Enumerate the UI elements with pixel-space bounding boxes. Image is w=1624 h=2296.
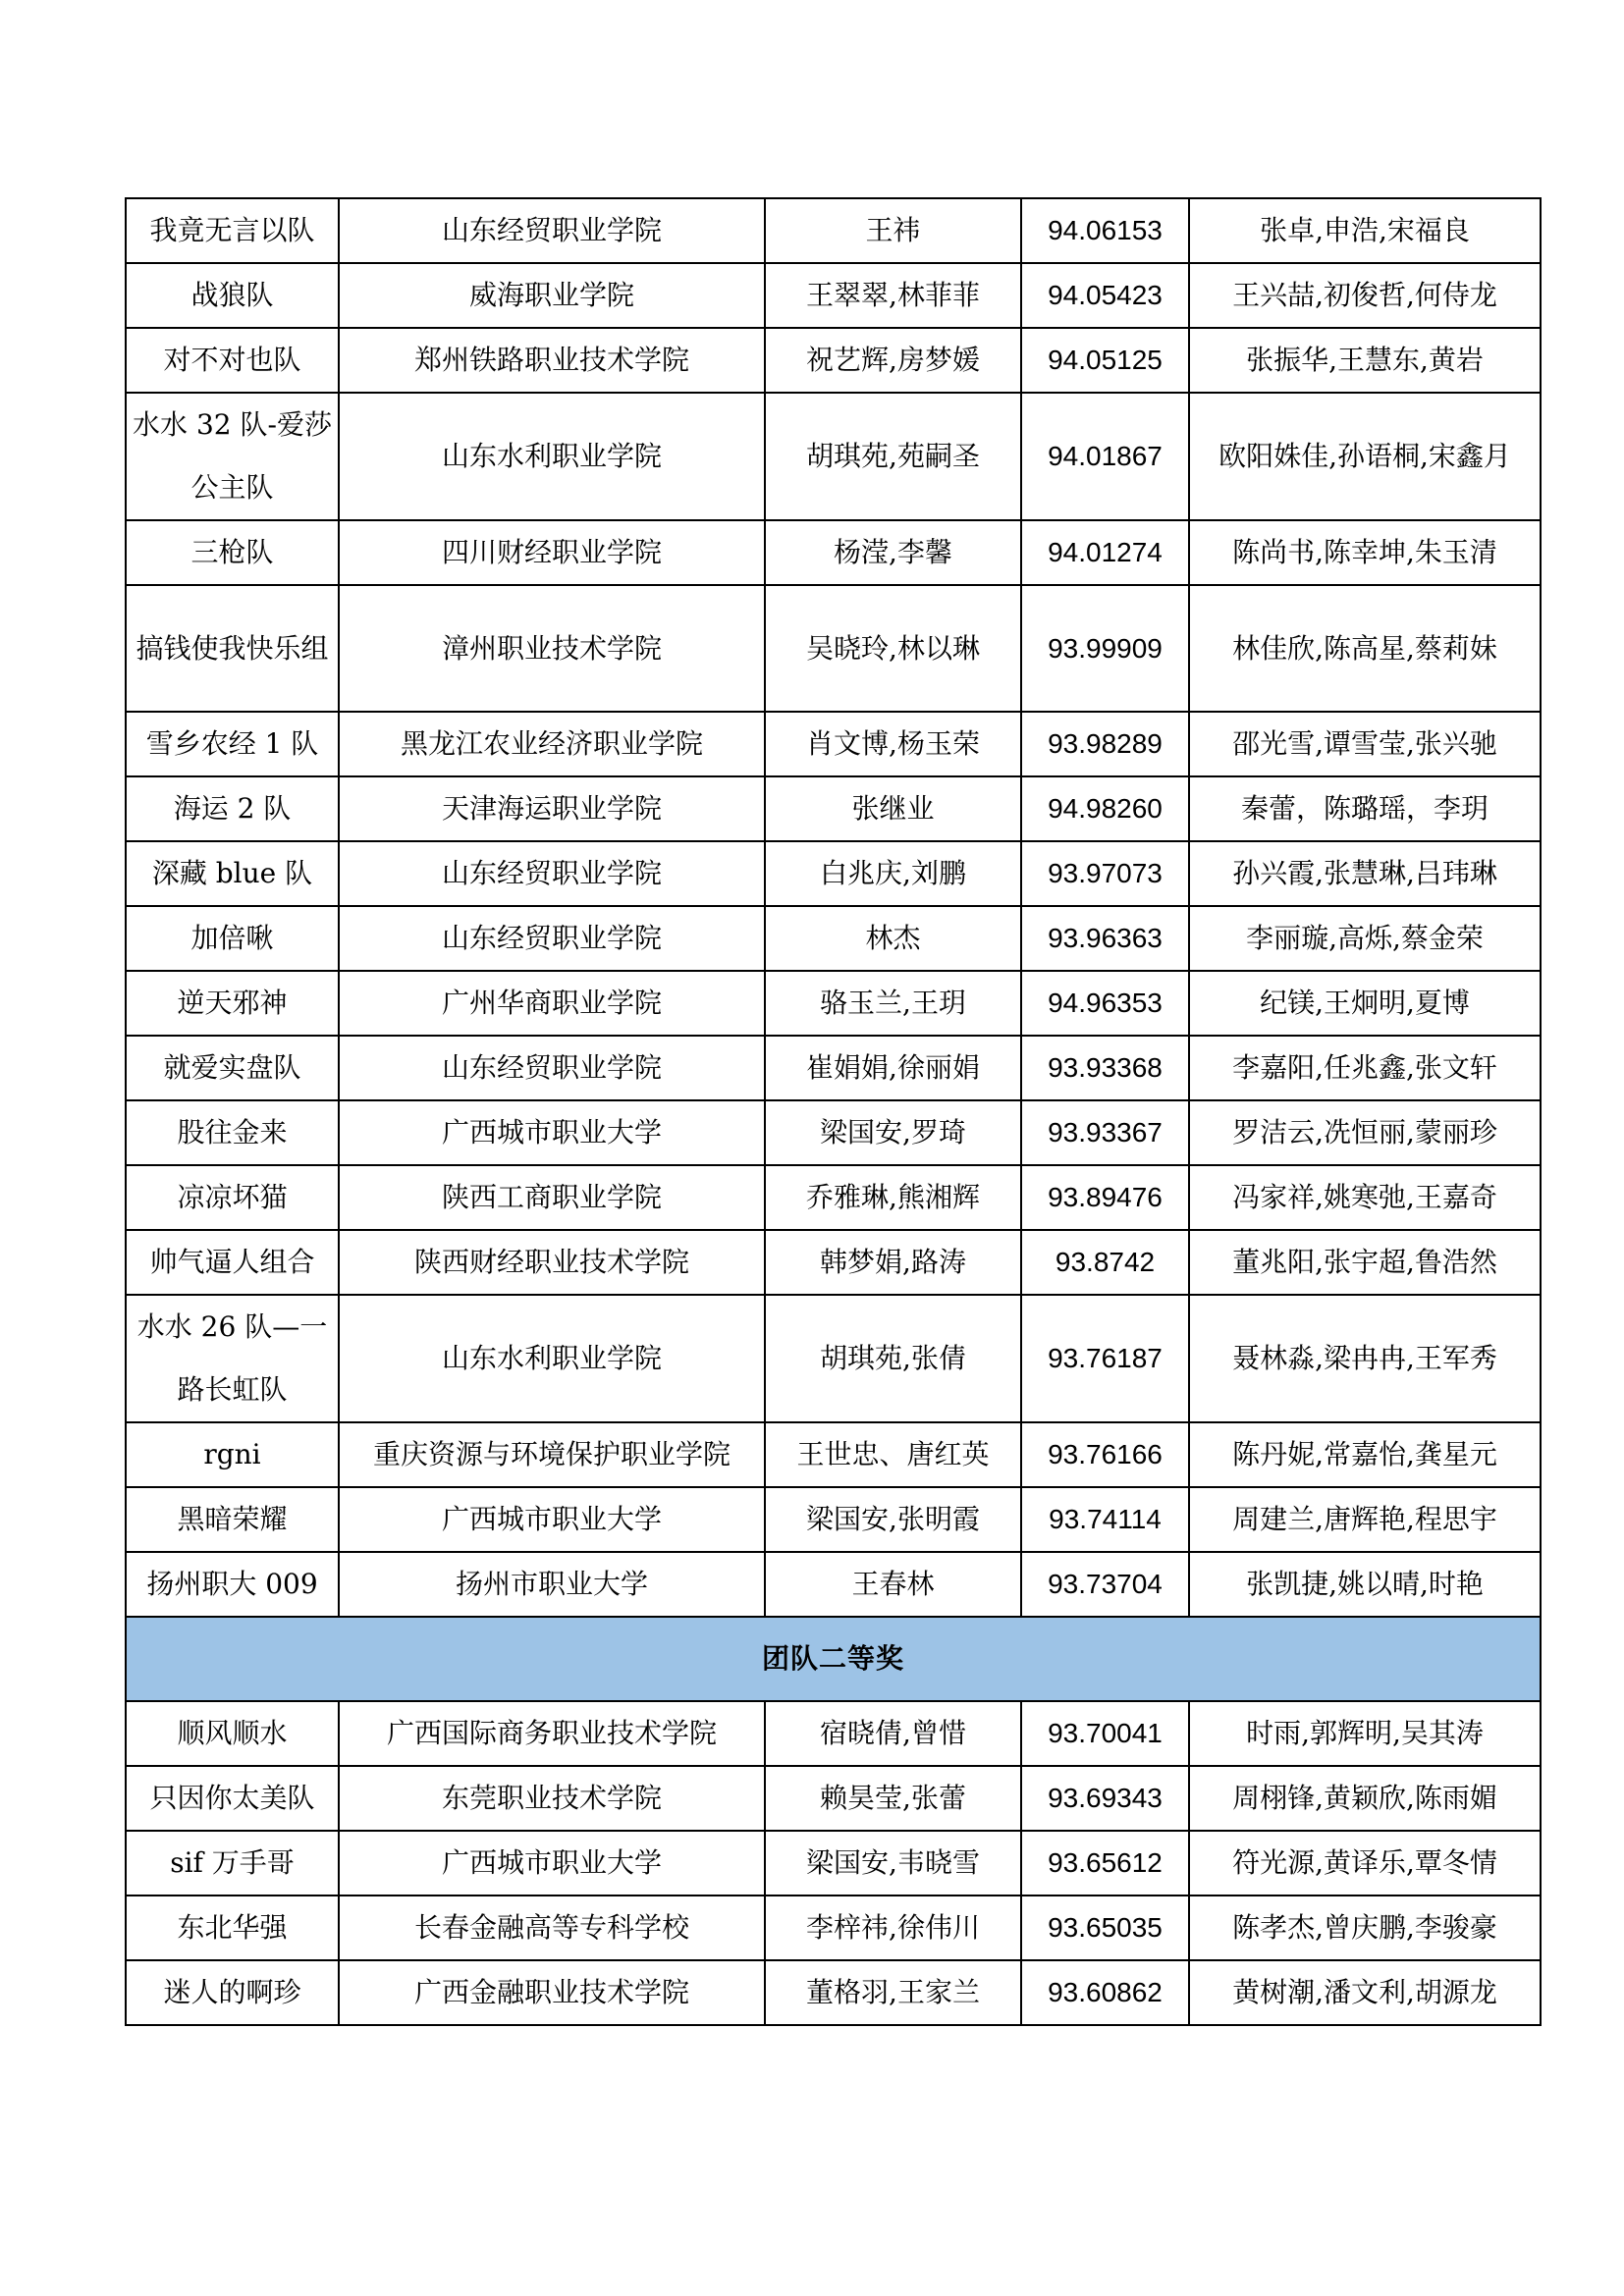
members-cell: 纪镁,王炯明,夏博 (1189, 971, 1541, 1036)
members-cell: 李嘉阳,任兆鑫,张文轩 (1189, 1036, 1541, 1100)
table-row (126, 263, 1541, 328)
table-row (126, 393, 1541, 520)
members-cell: 冯家祥,姚寒弛,王嘉奇 (1189, 1165, 1541, 1230)
team-name-cell: 水水 26 队—一路长虹队 (126, 1295, 339, 1422)
score-cell: 93.74114 (1021, 1487, 1189, 1552)
advisor-cell: 胡琪苑,苑嗣圣 (765, 393, 1021, 520)
advisor-cell: 李梓祎,徐伟川 (765, 1896, 1021, 1960)
team-name-cell: rgni (126, 1422, 339, 1487)
table-row (126, 712, 1541, 776)
table-row (126, 1960, 1541, 2025)
advisor-cell: 梁国安,张明霞 (765, 1487, 1021, 1552)
score-cell: 93.93367 (1021, 1100, 1189, 1165)
advisor-cell: 张继业 (765, 776, 1021, 841)
awards-table-body-top (126, 198, 1541, 1617)
team-name-cell: 海运 2 队 (126, 776, 339, 841)
advisor-cell: 王翠翠,林菲菲 (765, 263, 1021, 328)
members-cell: 张凯捷,姚以晴,时艳 (1189, 1552, 1541, 1617)
team-name-cell: 雪乡农经 1 队 (126, 712, 339, 776)
members-cell: 董兆阳,张宇超,鲁浩然 (1189, 1230, 1541, 1295)
school-cell: 广西城市职业大学 (339, 1831, 765, 1896)
members-cell: 符光源,黄译乐,覃冬情 (1189, 1831, 1541, 1896)
table-row (126, 776, 1541, 841)
section-header-row (126, 1617, 1541, 1701)
advisor-cell: 王祎 (765, 198, 1021, 263)
awards-table (125, 197, 1542, 2026)
advisor-cell: 肖文博,杨玉荣 (765, 712, 1021, 776)
advisor-cell: 王春林 (765, 1552, 1021, 1617)
members-cell: 陈丹妮,常嘉怡,龚星元 (1189, 1422, 1541, 1487)
table-row (126, 1831, 1541, 1896)
school-cell: 重庆资源与环境保护职业学院 (339, 1422, 765, 1487)
team-name-cell: 对不对也队 (126, 328, 339, 393)
section-header-group (126, 1617, 1541, 1701)
team-name-cell: 搞钱使我快乐组 (126, 585, 339, 712)
school-cell: 四川财经职业学院 (339, 520, 765, 585)
team-name-cell: sif 万手哥 (126, 1831, 339, 1896)
score-cell: 93.70041 (1021, 1701, 1189, 1766)
members-cell: 聂林淼,梁冉冉,王军秀 (1189, 1295, 1541, 1422)
score-cell: 93.65035 (1021, 1896, 1189, 1960)
score-cell: 94.01867 (1021, 393, 1189, 520)
team-name-cell: 三枪队 (126, 520, 339, 585)
school-cell: 陕西财经职业技术学院 (339, 1230, 765, 1295)
team-name-cell: 深藏 blue 队 (126, 841, 339, 906)
advisor-cell: 骆玉兰,王玥 (765, 971, 1021, 1036)
score-cell: 93.96363 (1021, 906, 1189, 971)
school-cell: 山东水利职业学院 (339, 1295, 765, 1422)
team-name-cell: 水水 32 队-爱莎公主队 (126, 393, 339, 520)
table-row (126, 585, 1541, 712)
team-name-cell: 战狼队 (126, 263, 339, 328)
members-cell: 周栩锋,黄颖欣,陈雨媚 (1189, 1766, 1541, 1831)
score-cell: 93.69343 (1021, 1766, 1189, 1831)
team-name-cell: 逆天邪神 (126, 971, 339, 1036)
school-cell: 天津海运职业学院 (339, 776, 765, 841)
school-cell: 广西城市职业大学 (339, 1100, 765, 1165)
advisor-cell: 赖昊莹,张蕾 (765, 1766, 1021, 1831)
members-cell: 邵光雪,谭雪莹,张兴驰 (1189, 712, 1541, 776)
members-cell: 孙兴霞,张慧琳,吕玮琳 (1189, 841, 1541, 906)
team-name-cell: 我竟无言以队 (126, 198, 339, 263)
table-row (126, 971, 1541, 1036)
school-cell: 郑州铁路职业技术学院 (339, 328, 765, 393)
school-cell: 东莞职业技术学院 (339, 1766, 765, 1831)
team-name-cell: 就爱实盘队 (126, 1036, 339, 1100)
table-row (126, 520, 1541, 585)
school-cell: 山东经贸职业学院 (339, 841, 765, 906)
table-row (126, 1100, 1541, 1165)
advisor-cell: 梁国安,罗琦 (765, 1100, 1021, 1165)
team-name-cell: 东北华强 (126, 1896, 339, 1960)
members-cell: 欧阳姝佳,孙语桐,宋鑫月 (1189, 393, 1541, 520)
team-name-cell: 迷人的啊珍 (126, 1960, 339, 2025)
score-cell: 94.06153 (1021, 198, 1189, 263)
table-row (126, 1295, 1541, 1422)
score-cell: 93.99909 (1021, 585, 1189, 712)
school-cell: 山东经贸职业学院 (339, 1036, 765, 1100)
score-cell: 93.73704 (1021, 1552, 1189, 1617)
members-cell: 陈尚书,陈幸坤,朱玉清 (1189, 520, 1541, 585)
advisor-cell: 胡琪苑,张倩 (765, 1295, 1021, 1422)
advisor-cell: 王世忠、唐红英 (765, 1422, 1021, 1487)
advisor-cell: 白兆庆,刘鹏 (765, 841, 1021, 906)
advisor-cell: 林杰 (765, 906, 1021, 971)
score-cell: 93.93368 (1021, 1036, 1189, 1100)
advisor-cell: 董格羽,王家兰 (765, 1960, 1021, 2025)
score-cell: 93.60862 (1021, 1960, 1189, 2025)
table-row (126, 1701, 1541, 1766)
members-cell: 王兴喆,初俊哲,何侍龙 (1189, 263, 1541, 328)
school-cell: 山东水利职业学院 (339, 393, 765, 520)
members-cell: 林佳欣,陈高星,蔡莉妹 (1189, 585, 1541, 712)
score-cell: 93.76166 (1021, 1422, 1189, 1487)
table-row (126, 1165, 1541, 1230)
members-cell: 张振华,王慧东,黄岩 (1189, 328, 1541, 393)
school-cell: 广西城市职业大学 (339, 1487, 765, 1552)
advisor-cell: 韩梦娟,路涛 (765, 1230, 1021, 1295)
school-cell: 广西金融职业技术学院 (339, 1960, 765, 2025)
team-name-cell: 加倍啾 (126, 906, 339, 971)
table-row (126, 198, 1541, 263)
school-cell: 广西国际商务职业技术学院 (339, 1701, 765, 1766)
table-row (126, 1230, 1541, 1295)
school-cell: 广州华商职业学院 (339, 971, 765, 1036)
awards-table-body-bottom (126, 1701, 1541, 2025)
table-row (126, 1036, 1541, 1100)
members-cell: 李丽璇,高烁,蔡金荣 (1189, 906, 1541, 971)
school-cell: 山东经贸职业学院 (339, 198, 765, 263)
team-name-cell: 股往金来 (126, 1100, 339, 1165)
advisor-cell: 乔雅琳,熊湘辉 (765, 1165, 1021, 1230)
score-cell: 93.65612 (1021, 1831, 1189, 1896)
table-row (126, 328, 1541, 393)
team-name-cell: 黑暗荣耀 (126, 1487, 339, 1552)
advisor-cell: 吴晓玲,林以琳 (765, 585, 1021, 712)
school-cell: 威海职业学院 (339, 263, 765, 328)
table-row (126, 906, 1541, 971)
members-cell: 陈孝杰,曾庆鹏,李骏豪 (1189, 1896, 1541, 1960)
score-cell: 93.8742 (1021, 1230, 1189, 1295)
school-cell: 黑龙江农业经济职业学院 (339, 712, 765, 776)
table-row (126, 841, 1541, 906)
school-cell: 扬州市职业大学 (339, 1552, 765, 1617)
table-row (126, 1766, 1541, 1831)
score-cell: 94.05423 (1021, 263, 1189, 328)
school-cell: 山东经贸职业学院 (339, 906, 765, 971)
advisor-cell: 祝艺辉,房梦媛 (765, 328, 1021, 393)
team-name-cell: 扬州职大 009 (126, 1552, 339, 1617)
members-cell: 黄树潮,潘文利,胡源龙 (1189, 1960, 1541, 2025)
team-name-cell: 只因你太美队 (126, 1766, 339, 1831)
score-cell: 93.76187 (1021, 1295, 1189, 1422)
team-name-cell: 帅气逼人组合 (126, 1230, 339, 1295)
score-cell: 94.98260 (1021, 776, 1189, 841)
members-cell: 秦蕾，陈璐瑶，李玥 (1189, 776, 1541, 841)
members-cell: 张卓,申浩,宋福良 (1189, 198, 1541, 263)
table-row (126, 1896, 1541, 1960)
table-row (126, 1487, 1541, 1552)
advisor-cell: 梁国安,韦晓雪 (765, 1831, 1021, 1896)
table-row (126, 1552, 1541, 1617)
school-cell: 陕西工商职业学院 (339, 1165, 765, 1230)
advisor-cell: 宿晓倩,曾惜 (765, 1701, 1021, 1766)
score-cell: 94.96353 (1021, 971, 1189, 1036)
score-cell: 94.01274 (1021, 520, 1189, 585)
school-cell: 长春金融高等专科学校 (339, 1896, 765, 1960)
score-cell: 93.89476 (1021, 1165, 1189, 1230)
team-name-cell: 顺风顺水 (126, 1701, 339, 1766)
members-cell: 周建兰,唐辉艳,程思宇 (1189, 1487, 1541, 1552)
members-cell: 时雨,郭辉明,吴其涛 (1189, 1701, 1541, 1766)
school-cell: 漳州职业技术学院 (339, 585, 765, 712)
score-cell: 93.97073 (1021, 841, 1189, 906)
advisor-cell: 崔娟娟,徐丽娟 (765, 1036, 1021, 1100)
members-cell: 罗洁云,冼恒丽,蒙丽珍 (1189, 1100, 1541, 1165)
score-cell: 94.05125 (1021, 328, 1189, 393)
section-title: 团队二等奖 (126, 1617, 1541, 1701)
team-name-cell: 凉凉坏猫 (126, 1165, 339, 1230)
advisor-cell: 杨滢,李馨 (765, 520, 1021, 585)
score-cell: 93.98289 (1021, 712, 1189, 776)
table-row (126, 1422, 1541, 1487)
